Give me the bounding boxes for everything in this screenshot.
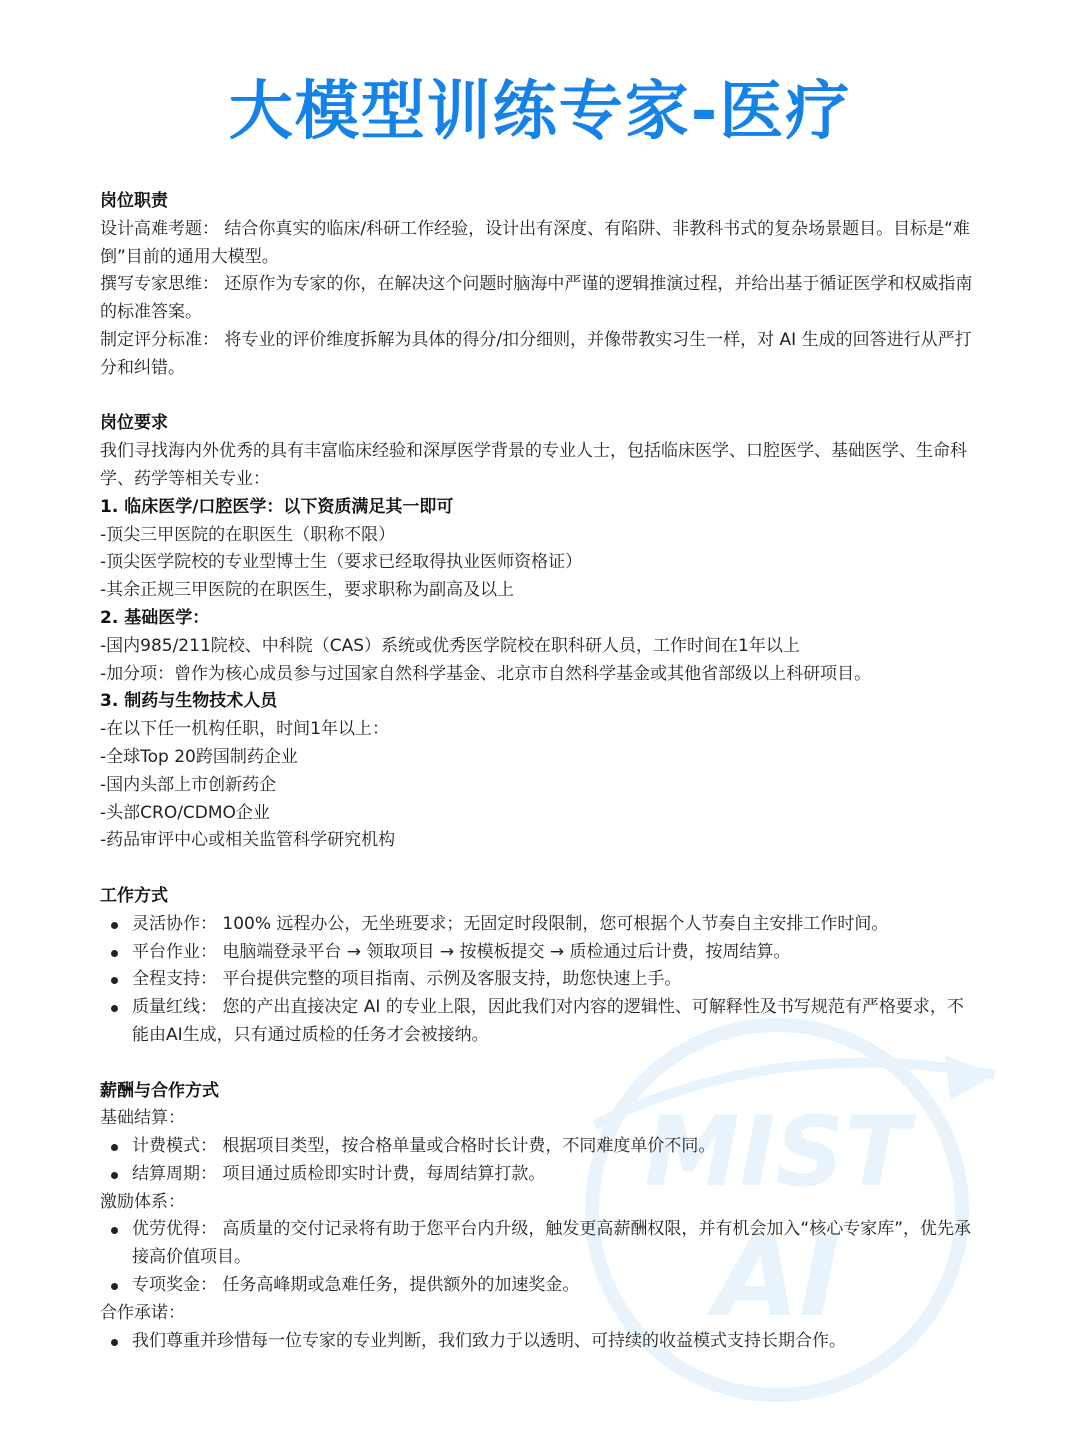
- duty-item: 撰写专家思维： 还原作为专家的你，在解决这个问题时脑海中严谨的逻辑推演过程，并给出基于循证医学和权威指南的标准答案。: [100, 274, 973, 323]
- list-item: 全程支持： 平台提供完整的项目指南、示例及客服支持，助您快速上手。: [100, 966, 980, 994]
- pay-list: [100, 1133, 980, 1189]
- requirement-group-title: 3. 制药与生物技术人员: [100, 691, 278, 712]
- watermark-line-1: MIST: [644, 1096, 910, 1208]
- list-item: 平台作业： 电脑端登录平台 → 领取项目 → 按模板提交 → 质检通过后计费，按周结算。: [100, 939, 980, 967]
- pay-list: [100, 1216, 980, 1299]
- duty-item: 设计高难考题： 结合你真实的临床/科研工作经验，设计出有深度、有陷阱、非教科书式的复杂场景题目。目标是“难倒”目前的通用大模型。: [100, 218, 970, 267]
- duty-item: 制定评分标准： 将专业的评价维度拆解为具体的得分/扣分细则，并像带教实习生一样，对 AI 生成的回答进行从严打分和纠错。: [100, 329, 972, 378]
- requirement-line: -头部CRO/CDMO企业: [100, 802, 270, 823]
- pay-group-label: 基础结算：: [100, 1108, 185, 1129]
- pay-group-label: 激励体系：: [100, 1191, 185, 1212]
- requirements-heading: 岗位要求: [100, 413, 168, 434]
- requirement-line: -全球Top 20跨国制药企业: [100, 746, 298, 767]
- work-list: [100, 911, 980, 1050]
- list-item: 结算周期： 项目通过质检即实时计费，每周结算打款。: [100, 1161, 980, 1189]
- requirement-line: -药品审评中心或相关监管科学研究机构: [100, 830, 396, 851]
- requirement-line: -顶尖医学院校的专业型博士生（要求已经取得执业医师资格证）: [100, 552, 583, 573]
- pay-section: [100, 1078, 980, 1356]
- requirement-line: -其余正规三甲医院的在职医生，要求职称为副高及以上: [100, 580, 515, 601]
- duties-heading: 岗位职责: [100, 191, 168, 211]
- list-item: 专项奖金： 任务高峰期或急难任务，提供额外的加速奖金。: [100, 1272, 980, 1300]
- list-item: 优劳优得： 高质量的交付记录将有助于您平台内升级，触发更高薪酬权限，并有机会加入“核心专家库”，优先承接高价值项目。: [100, 1216, 980, 1272]
- pay-list: [100, 1328, 980, 1356]
- work-section: [100, 883, 980, 1050]
- requirement-line: -国内985/211院校、中科院（CAS）系统或优秀医学院校在职科研人员，工作时间在1年以上: [100, 635, 800, 656]
- requirements-intro: 我们寻找海内外优秀的具有丰富临床经验和深厚医学背景的专业人士，包括临床医学、口腔医学、基础医学、生命科学、药学等相关专业：: [100, 441, 967, 489]
- list-item: 我们尊重并珍惜每一位专家的专业判断，我们致力于以透明、可持续的收益模式支持长期合作。: [100, 1328, 980, 1356]
- work-heading: 工作方式: [100, 885, 168, 906]
- requirement-line: -国内头部上市创新药企: [100, 774, 277, 795]
- list-item: 质量红线： 您的产出直接决定 AI 的专业上限，因此我们对内容的逻辑性、可解释性及书写规范有严格要求，不能由AI生成，只有通过质检的任务才会被接纳。: [100, 994, 980, 1050]
- requirement-group-title: 1. 临床医学/口腔医学：以下资质满足其一即可: [100, 496, 454, 517]
- job-description: [100, 188, 980, 1383]
- requirement-line: -加分项：曾作为核心成员参与过国家自然科学基金、北京市自然科学基金或其他省部级以上科研项目。: [100, 663, 872, 684]
- list-item: 计费模式： 根据项目类型，按合格单量或合格时长计费，不同难度单价不同。: [100, 1133, 980, 1161]
- requirement-group-title: 2. 基础医学：: [100, 607, 210, 628]
- watermark-line-2: AI: [713, 1213, 841, 1341]
- requirement-line: -顶尖三甲医院的在职医生（职称不限）: [100, 524, 396, 545]
- page-title: 大模型训练专家-医疗: [228, 75, 852, 149]
- duties-section: [100, 188, 980, 383]
- requirement-line: -在以下任一机构任职，时间1年以上：: [100, 719, 389, 740]
- list-item: 灵活协作： 100% 远程办公，无坐班要求；无固定时段限制，您可根据个人节奏自主安排工作时间。: [100, 911, 980, 939]
- requirements-section: [100, 410, 980, 855]
- pay-group-label: 合作承诺：: [100, 1302, 185, 1323]
- pay-heading: 薪酬与合作方式: [100, 1080, 219, 1101]
